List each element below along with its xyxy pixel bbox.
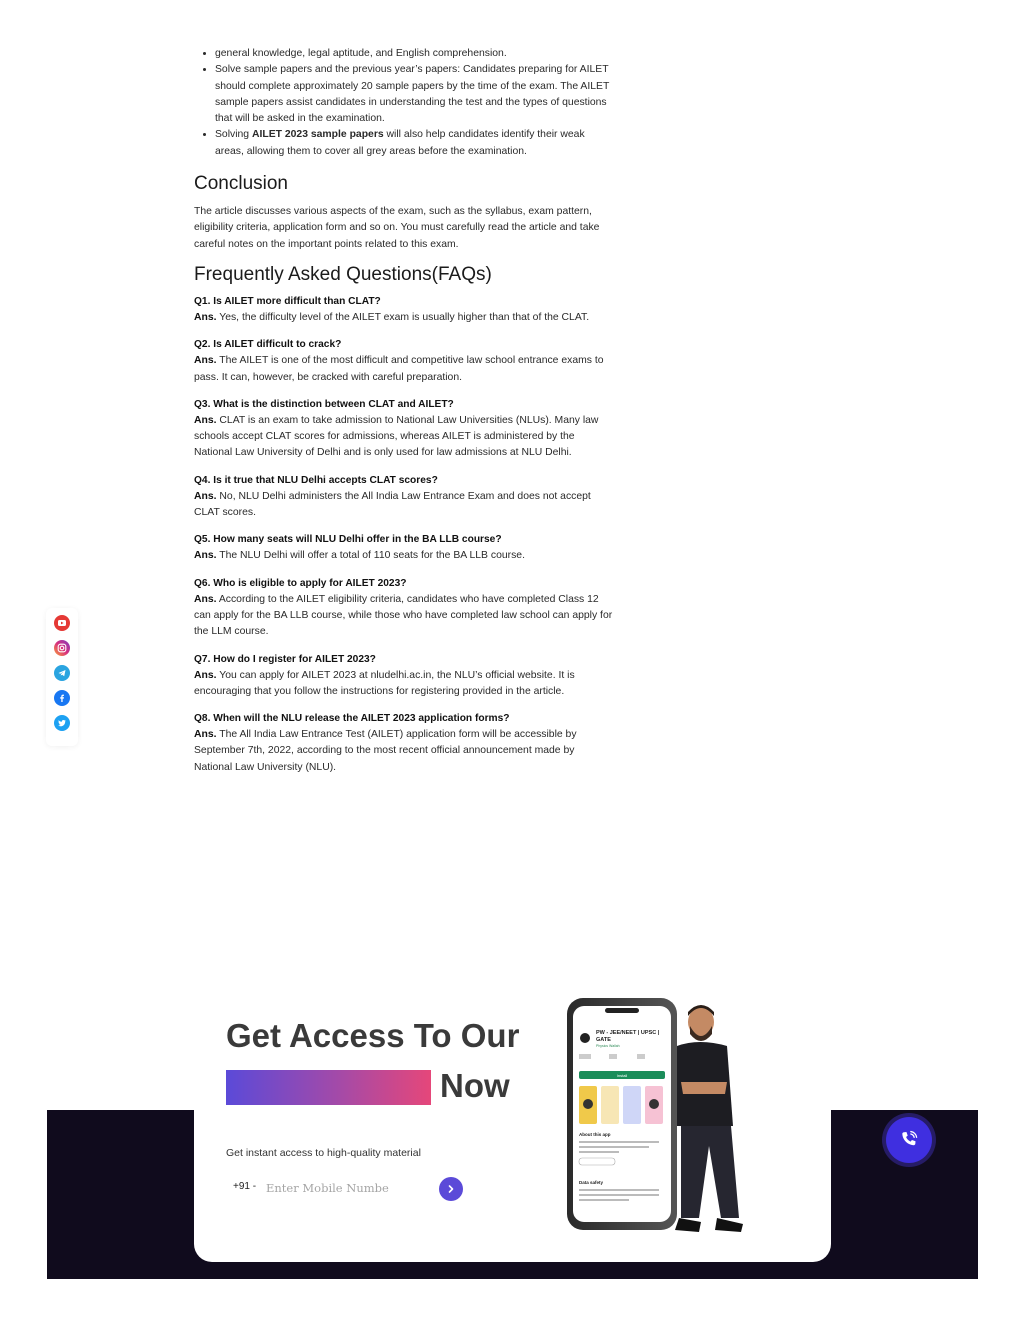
ans-label: Ans. [194,355,217,367]
faq-question: Q2. Is AILET difficult to crack? [194,339,342,351]
faq-question: Q7. How do I register for AILET 2023? [194,653,376,665]
faq-question: Q5. How many seats will NLU Delhi offer in the BA LLB course? [194,534,502,546]
faq-question: Q8. When will the NLU release the AILET 2023 application forms? [194,713,510,725]
faq-answer [194,489,614,522]
faq-answer [194,413,614,462]
country-code-prefix: +91 - [233,1181,257,1192]
faq-answer-text: Yes, the difficulty level of the AILET exam is usually higher than that of the CLAT. [216,311,590,323]
submit-arrow-button[interactable] [439,1177,463,1201]
tips-item-text: Solve sample papers and the previous year’s papers: Candidates preparing for AILET should complete approximately 20 sample papers by the time of the exam. The AILET sample papers assist candidates in understanding the test and the types of questions that will be asked in the examination. [215,64,610,125]
faq-answer-text: The NLU Delhi will offer a total of 110 seats for the BA LLB course. [216,550,525,562]
faq-question: Q1. Is AILET more difficult than CLAT? [194,295,381,307]
app-promo-illustration [549,986,759,1238]
svg-text:GATE: GATE [596,1037,611,1043]
faq-answer [194,727,614,776]
svg-text:Install: Install [616,1073,628,1078]
tips-item-text: Solving [215,129,252,141]
svg-text:Physics Wallah: Physics Wallah [596,1044,620,1048]
svg-text:About this app: About this app [579,1132,611,1137]
faq-answer [194,353,614,386]
ans-label: Ans. [194,729,217,741]
telegram-icon[interactable] [54,665,70,681]
faq-answer [194,592,614,641]
article-content [194,46,614,787]
ans-label: Ans. [194,550,217,562]
ans-label: Ans. [194,593,217,605]
faq-question: Q4. Is it true that NLU Delhi accepts CLAT scores? [194,474,438,486]
svg-text:Data safety: Data safety [579,1180,604,1185]
conclusion-heading: Conclusion [194,173,288,195]
social-share-bar [46,608,78,746]
faq-answer [194,310,614,326]
instagram-icon[interactable] [54,640,70,656]
youtube-icon[interactable] [54,615,70,631]
app-download-card [194,978,831,1262]
cta-title: Get Access To Our [226,1017,520,1054]
cta-title-end: Now [440,1067,510,1104]
conclusion-text: The article discusses various aspects of the exam, such as the syllabus, exam pattern, eligibility criteria, application form and so on. You must carefully read the article and take careful notes on the important points related to this exam. [194,206,600,250]
faq-question: Q3. What is the distinction between CLAT and AILET? [194,398,454,410]
faq-answer-text: According to the AILET eligibility criteria, candidates who have completed Class 12 can apply for the BA LLB course, while those who have completed law school can apply for the LLM course. [194,593,613,638]
ans-label: Ans. [194,311,217,323]
faq-answer-text: The All India Law Entrance Test (AILET) application form will be accessible by September 7th, 2022, according to the most recent official announcement made by National Law University (NLU). [194,729,577,773]
tips-list [194,46,614,160]
tips-item [215,127,614,160]
call-button[interactable] [886,1117,932,1163]
tips-item [215,62,614,127]
tips-item [215,46,614,62]
faq-answer [194,668,614,701]
faq-answer-text: CLAT is an exam to take admission to National Law Universities (NLUs). Many law schools accept CLAT scores for admissions, whereas AILET is administered by the National Law University of Delhi and is only used for law admissions at NLU Delhi. [194,414,599,459]
faq-question: Q6. Who is eligible to apply for AILET 2023? [194,577,407,589]
tips-item-text: will also help candidates identify their weak areas, allowing them to cover all grey areas before the examination. [215,129,585,157]
twitter-icon[interactable] [54,715,70,731]
mobile-number-input[interactable] [266,1177,426,1199]
faq-answer [194,548,614,564]
sample-papers-bold: AILET 2023 sample papers [251,129,384,141]
ans-label: Ans. [194,414,217,426]
cta-subtitle: Get instant access to high-quality material [226,1147,421,1159]
chevron-right-icon [446,1184,456,1194]
faq-heading: Frequently Asked Questions(FAQs) [194,263,492,285]
faq-answer-text: The AILET is one of the most difficult and competitive law school entrance exams to pass. It can, however, be cracked with careful preparation. [194,355,604,383]
faq-list [194,294,614,776]
mobile-number-form [226,1175,466,1203]
phone-call-icon [898,1129,920,1151]
ans-label: Ans. [194,669,217,681]
cta-gradient-bar [226,1070,431,1105]
faq-answer-text: You can apply for AILET 2023 at nludelhi.ac.in, the NLU’s official website. It is encouraging that you follow the instructions for registering provided in the article. [194,669,575,697]
tips-item-text: general knowledge, legal aptitude, and English comprehension. [215,48,507,59]
ans-label: Ans. [194,490,217,502]
faq-answer-text: No, NLU Delhi administers the All India Law Entrance Exam and does not accept CLAT scores. [194,490,591,519]
svg-text:PW - JEE/NEET | UPSC |: PW - JEE/NEET | UPSC | [596,1030,660,1036]
facebook-icon[interactable] [54,690,70,706]
